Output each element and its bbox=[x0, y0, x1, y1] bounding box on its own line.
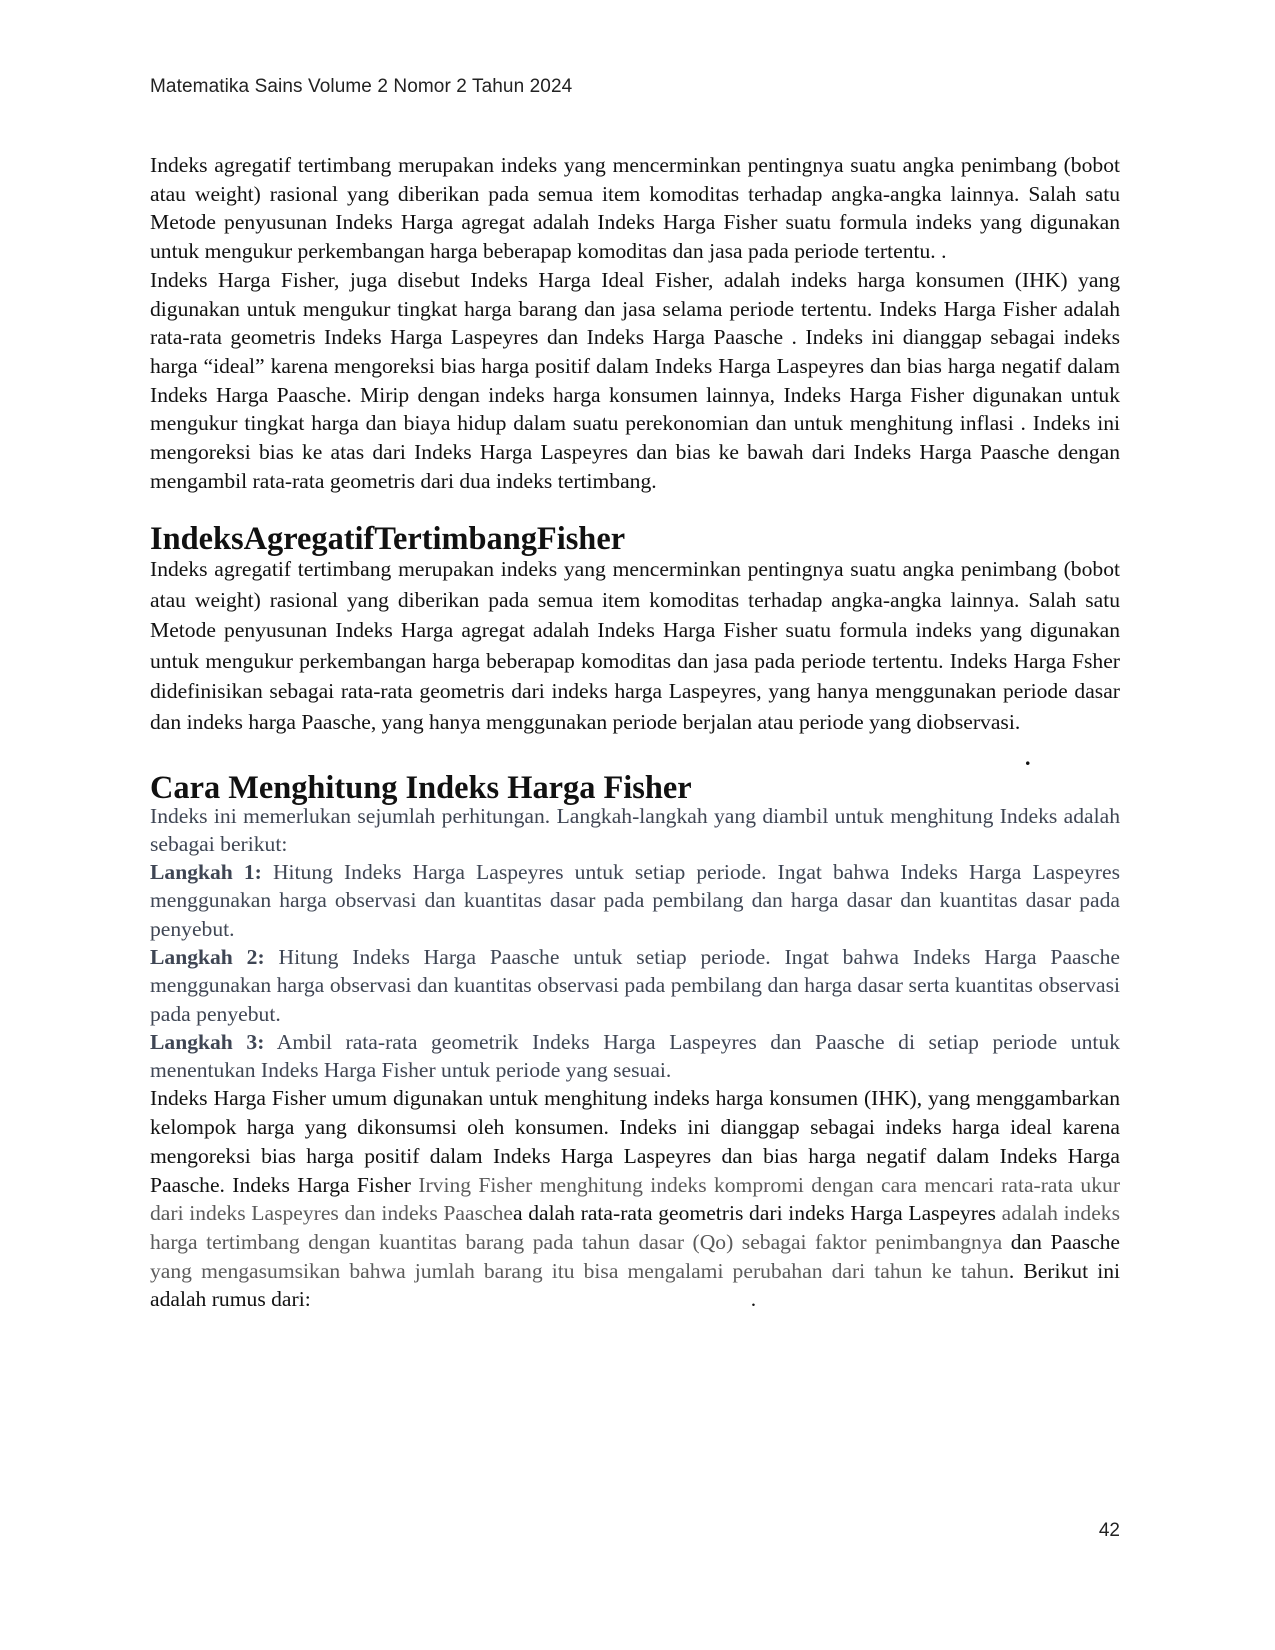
usage-text-2: Irving Fisher menghitung indeks kompromi dengan cara mencari rata-rata ukur dari indeks Laspeyres dan indeks Paasche bbox=[150, 1172, 1121, 1226]
usage-text-5: dan Paasche bbox=[1002, 1229, 1120, 1254]
usage-text-4: adalah indeks harga tertimbang dengan kuantitas barang pada tahun dasar (Qo) sebagai faktor penimbangnya bbox=[150, 1201, 1120, 1254]
running-head: Matematika Sains Volume 2 Nomor 2 Tahun 2024 bbox=[150, 76, 573, 97]
step-3 bbox=[150, 1028, 1120, 1085]
paragraph-fisher-usage bbox=[150, 1084, 1120, 1314]
usage-tail-dot: . bbox=[750, 1287, 757, 1312]
usage-text-6: yang mengasumsikan bahwa jumlah barang itu bisa mengalami perubahan dari tahun ke tahun bbox=[150, 1258, 1009, 1283]
step-3-text: Ambil rata-rata geometrik Indeks Harga Laspeyres dan Paasche di setiap periode untuk menentukan Indeks Harga Fisher untuk periode yang sesuai. bbox=[150, 1029, 1120, 1083]
paragraph-fisher-definition: Indeks Harga Fisher, juga disebut Indeks Harga Ideal Fisher, adalah indeks harga konsumen (IHK) yang digunakan untuk mengukur tingkat harga barang dan jasa selama periode tertentu. Indeks Harga Fisher adalah rata-rata geometris Indeks Harga Laspeyres dan Indeks Harga Paasche . Indeks ini dianggap sebagai indeks harga “ideal” karena mengoreksi bias harga positif dalam Indeks Harga Laspeyres dan bias harga negatif dalam Indeks Harga Paasche. Mirip dengan indeks harga konsumen lainnya, Indeks Harga Fisher digunakan untuk mengukur tingkat harga dan biaya hidup dalam suatu perekonomian dan untuk menghitung inflasi . Indeks ini mengoreksi bias ke atas dari Indeks Harga Laspeyres dan bias ke bawah dari Indeks Harga Paasche dengan mengambil rata-rata geometris dari dua indeks tertimbang. bbox=[150, 267, 1120, 493]
paragraph-weighted-aggregate: Indeks agregatif tertimbang merupakan indeks yang mencerminkan pentingnya suatu angka penimbang (bobot atau weight) rasional yang diberikan pada semua item komoditas terhadap angka-angka lainnya. Salah satu Metode penyusunan Indeks Harga agregat adalah Indeks Harga Fisher suatu formula indeks yang digunakan untuk mengukur perkembangan harga beberapap komoditas dan jasa pada periode tertentu. Indeks Harga Fsher didefinisikan sebagai rata-rata geometris dari indeks harga Laspeyres, yang hanya menggunakan periode dasar dan indeks harga Paasche, yang hanya menggunakan periode berjalan atau periode yang diobservasi. bbox=[150, 556, 1120, 734]
step-1-label: Langkah 1: bbox=[150, 860, 262, 885]
article-body bbox=[150, 151, 1120, 1314]
paragraph-intro: Indeks agregatif tertimbang merupakan indeks yang mencerminkan pentingnya suatu angka penimbang (bobot atau weight) rasional yang diberikan pada semua item komoditas terhadap angka-angka lainnya. Salah satu Metode penyusunan Indeks Harga agregat adalah Indeks Harga Fisher suatu formula indeks yang digunakan untuk mengukur perkembangan harga beberapap komoditas dan jasa pada periode tertentu. . bbox=[150, 153, 1120, 264]
stray-dot: . bbox=[1025, 744, 1031, 770]
page-number: 42 bbox=[1098, 1520, 1120, 1541]
step-1 bbox=[150, 858, 1120, 943]
usage-text-3: a dalah rata-rata geometris dari indeks Harga Laspeyres bbox=[512, 1201, 996, 1226]
paragraph-calculation-intro: Indeks ini memerlukan sejumlah perhitungan. Langkah-langkah yang diambil untuk menghitung Indeks adalah sebagai berikut: bbox=[150, 803, 1120, 856]
step-3-label: Langkah 3: bbox=[150, 1029, 265, 1054]
step-1-text: Hitung Indeks Harga Laspeyres untuk setiap periode. Ingat bahwa Indeks Harga Laspeyres menggunakan harga observasi dan kuantitas dasar pada pembilang dan harga dasar dan kuantitas dasar pada penyebut. bbox=[150, 860, 1120, 941]
section-heading-calculation: Cara Menghitung Indeks Harga Fisher bbox=[150, 769, 692, 806]
section-heading-fisher: IndeksAgregatifTertimbangFisher bbox=[150, 521, 626, 558]
step-2-label: Langkah 2: bbox=[150, 944, 265, 969]
usage-text-7: . Berikut ini adalah rumus dari: bbox=[150, 1258, 1120, 1312]
usage-text-1: Indeks Harga Fisher umum digunakan untuk menghitung indeks harga konsumen (IHK), yang menggambarkan kelompok harga yang dikonsumsi oleh konsumen. Indeks ini dianggap sebagai indeks harga ideal karena mengoreksi bias harga positif dalam Indeks Harga Laspeyres dan bias harga negatif dalam Indeks Harga Paasche. Indeks Harga Fisher bbox=[150, 1086, 1120, 1197]
step-2 bbox=[150, 943, 1120, 1028]
step-2-text: Hitung Indeks Harga Paasche untuk setiap periode. Ingat bahwa Indeks Harga Paasche menggunakan harga observasi dan kuantitas observasi pada pembilang dan harga dasar serta kuantitas observasi pada penyebut. bbox=[150, 944, 1120, 1026]
